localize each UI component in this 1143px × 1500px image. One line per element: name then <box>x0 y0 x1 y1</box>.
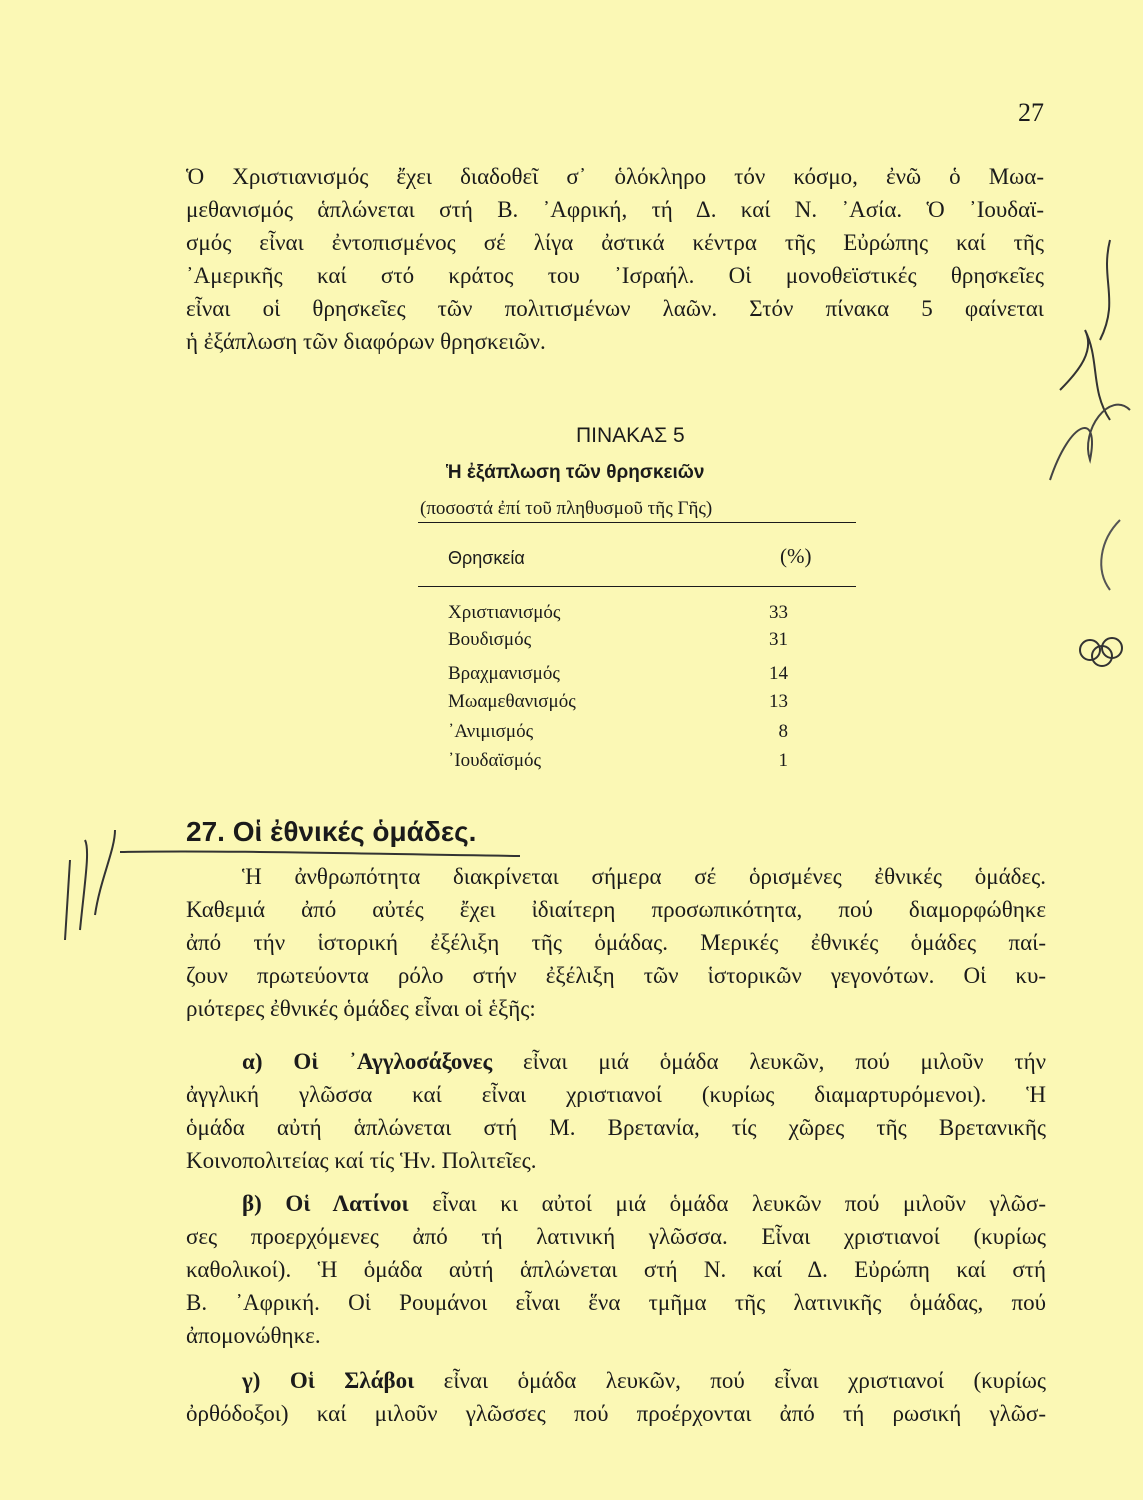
handwritten-margin-mark <box>55 820 125 950</box>
text-line: ἀπό τήν ἱστορική ἐξέλιξη τῆς ὁμάδας. Μερικές ἐθνικές ὁμάδες παί- <box>186 930 1046 955</box>
table-header-rule <box>418 586 856 587</box>
text-fragment: εἶναι κι αὐτοί μιά ὁμάδα λευκῶν πού μιλοῦν γλῶσ- <box>408 1191 1047 1216</box>
table-row <box>448 750 788 776</box>
text-line: ὀρθόδοξοι) καί μιλοῦν γλῶσσες πού προέρχονται ἀπό τή ρωσική γλῶσ- <box>186 1401 1046 1426</box>
table-note: (ποσοστά ἐπί τοῦ πληθυσμοῦ τῆς Γῆς) <box>420 498 713 519</box>
column-header-religion: Θρησκεία <box>448 548 525 568</box>
handwritten-margin-scribble <box>1040 220 1140 690</box>
religion-name: Βουδισμός <box>448 629 532 650</box>
text-fragment: εἶναι ὁμάδα λευκῶν, πού εἶναι χριστιανοί (κυρίως <box>414 1368 1046 1393</box>
text-line: μεθανισμός ἁπλώνεται στή Β. ᾽Αφρική, τή Δ. καί Ν. ᾽Ασία. Ὁ ᾽Ιουδαϊ- <box>186 197 1044 222</box>
religion-name: Χριστιανισμός <box>448 602 561 623</box>
text-line: Καθεμιά ἀπό αὐτές ἔχει ἰδιαίτερη προσωπικότητα, πού διαμορφώθηκε <box>186 897 1046 922</box>
table-subtitle: Ἡ ἐξάπλωση τῶν θρησκειῶν <box>446 462 705 483</box>
section-heading: 27. Οἱ ἐθνικές ὁμάδες. <box>186 816 477 847</box>
text-line: ᾽Αμερικῆς καί στό κράτος του ᾽Ισραήλ. Οἱ μονοθεϊστικές θρησκεῖες <box>186 263 1044 288</box>
table-top-rule <box>418 522 856 523</box>
text-fragment: εἶναι μιά ὁμάδα λευκῶν, πού μιλοῦν τήν <box>492 1049 1046 1074</box>
religion-name: ᾽Ανιμισμός <box>448 721 534 742</box>
table-row <box>448 721 788 747</box>
religion-percent: 8 <box>778 721 788 742</box>
table-row <box>448 602 788 628</box>
page-number: 27 <box>1018 98 1044 127</box>
text-line: ριότερες ἐθνικές ὁμάδες εἶναι οἱ ἑξῆς: <box>186 996 536 1021</box>
text-line: εἶναι οἱ θρησκεῖες τῶν πολιτισμένων λαῶν. Στόν πίνακα 5 φαίνεται <box>186 296 1044 321</box>
column-header-percent: (%) <box>780 544 812 568</box>
text-line: ζουν πρωτεύοντα ρόλο στήν ἐξέλιξη τῶν ἱστορικῶν γεγονότων. Οἱ κυ- <box>186 963 1046 988</box>
text-line <box>186 1364 1046 1397</box>
paragraph-latins <box>186 1187 1046 1352</box>
table-row <box>448 691 788 717</box>
paragraph-anglo-saxons <box>186 1045 1046 1177</box>
text-line: Κοινοπολιτείας καί τίς Ἡν. Πολιτεῖες. <box>186 1148 537 1173</box>
text-line: ἡ ἐξάπλωση τῶν διαφόρων θρησκειῶν. <box>186 329 546 354</box>
text-line: ὁμάδα αὐτή ἁπλώνεται στή Μ. Βρετανία, τίς χῶρες τῆς Βρετανικῆς <box>186 1115 1046 1140</box>
section-paragraph-1 <box>186 860 1046 1025</box>
term-slavs: γ) Οἱ Σλάβοι <box>242 1368 415 1393</box>
text-line: ἀπομονώθηκε. <box>186 1323 321 1348</box>
text-line: ἀγγλική γλῶσσα καί εἶναι χριστιανοί (κυρίως διαμαρτυρόμενοι). Ἡ <box>186 1082 1046 1107</box>
religion-percent: 1 <box>778 750 788 771</box>
religion-percent: 13 <box>769 691 788 712</box>
text-line <box>186 1045 1046 1078</box>
text-line: Ὁ Χριστιανισμός ἔχει διαδοθεῖ σ᾽ ὁλόκληρο τόν κόσμο, ἐνῶ ὁ Μωα- <box>186 164 1044 189</box>
religion-percent: 14 <box>769 663 788 684</box>
text-line: καθολικοί). Ἡ ὁμάδα αὐτή ἁπλώνεται στή Ν. καί Δ. Εὐρώπη καί στή <box>186 1257 1046 1282</box>
term-latins: β) Οἱ Λατίνοι <box>242 1191 409 1216</box>
religion-name: ᾽Ιουδαϊσμός <box>448 750 542 771</box>
table-row <box>448 629 788 655</box>
table-title: ΠΙΝΑΚΑΣ 5 <box>576 424 685 447</box>
religion-percent: 31 <box>769 629 788 650</box>
text-line: Β. ᾽Αφρική. Οἱ Ρουμάνοι εἶναι ἕνα τμῆμα τῆς λατινικῆς ὁμάδας, πού <box>186 1290 1046 1315</box>
text-line: σες προερχόμενες ἀπό τή λατινική γλῶσσα. Εἶναι χριστιανοί (κυρίως <box>186 1224 1046 1249</box>
text-line: σμός εἶναι ἐντοπισμένος σέ λίγα ἀστικά κέντρα τῆς Εὐρώπης καί τῆς <box>186 230 1044 255</box>
religion-percent: 33 <box>769 602 788 623</box>
text-line <box>186 1187 1046 1220</box>
intro-paragraph <box>186 160 1044 358</box>
paragraph-slavs <box>186 1364 1046 1430</box>
religion-name: Βραχμανισμός <box>448 663 560 684</box>
religion-name: Μωαμεθανισμός <box>448 691 576 712</box>
term-anglo-saxons: α) Οἱ ᾽Αγγλοσάξονες <box>242 1049 493 1074</box>
text-line: Ἡ ἀνθρωπότητα διακρίνεται σήμερα σέ ὁρισμένες ἐθνικές ὁμάδες. <box>242 864 1046 889</box>
table-row <box>448 663 788 689</box>
